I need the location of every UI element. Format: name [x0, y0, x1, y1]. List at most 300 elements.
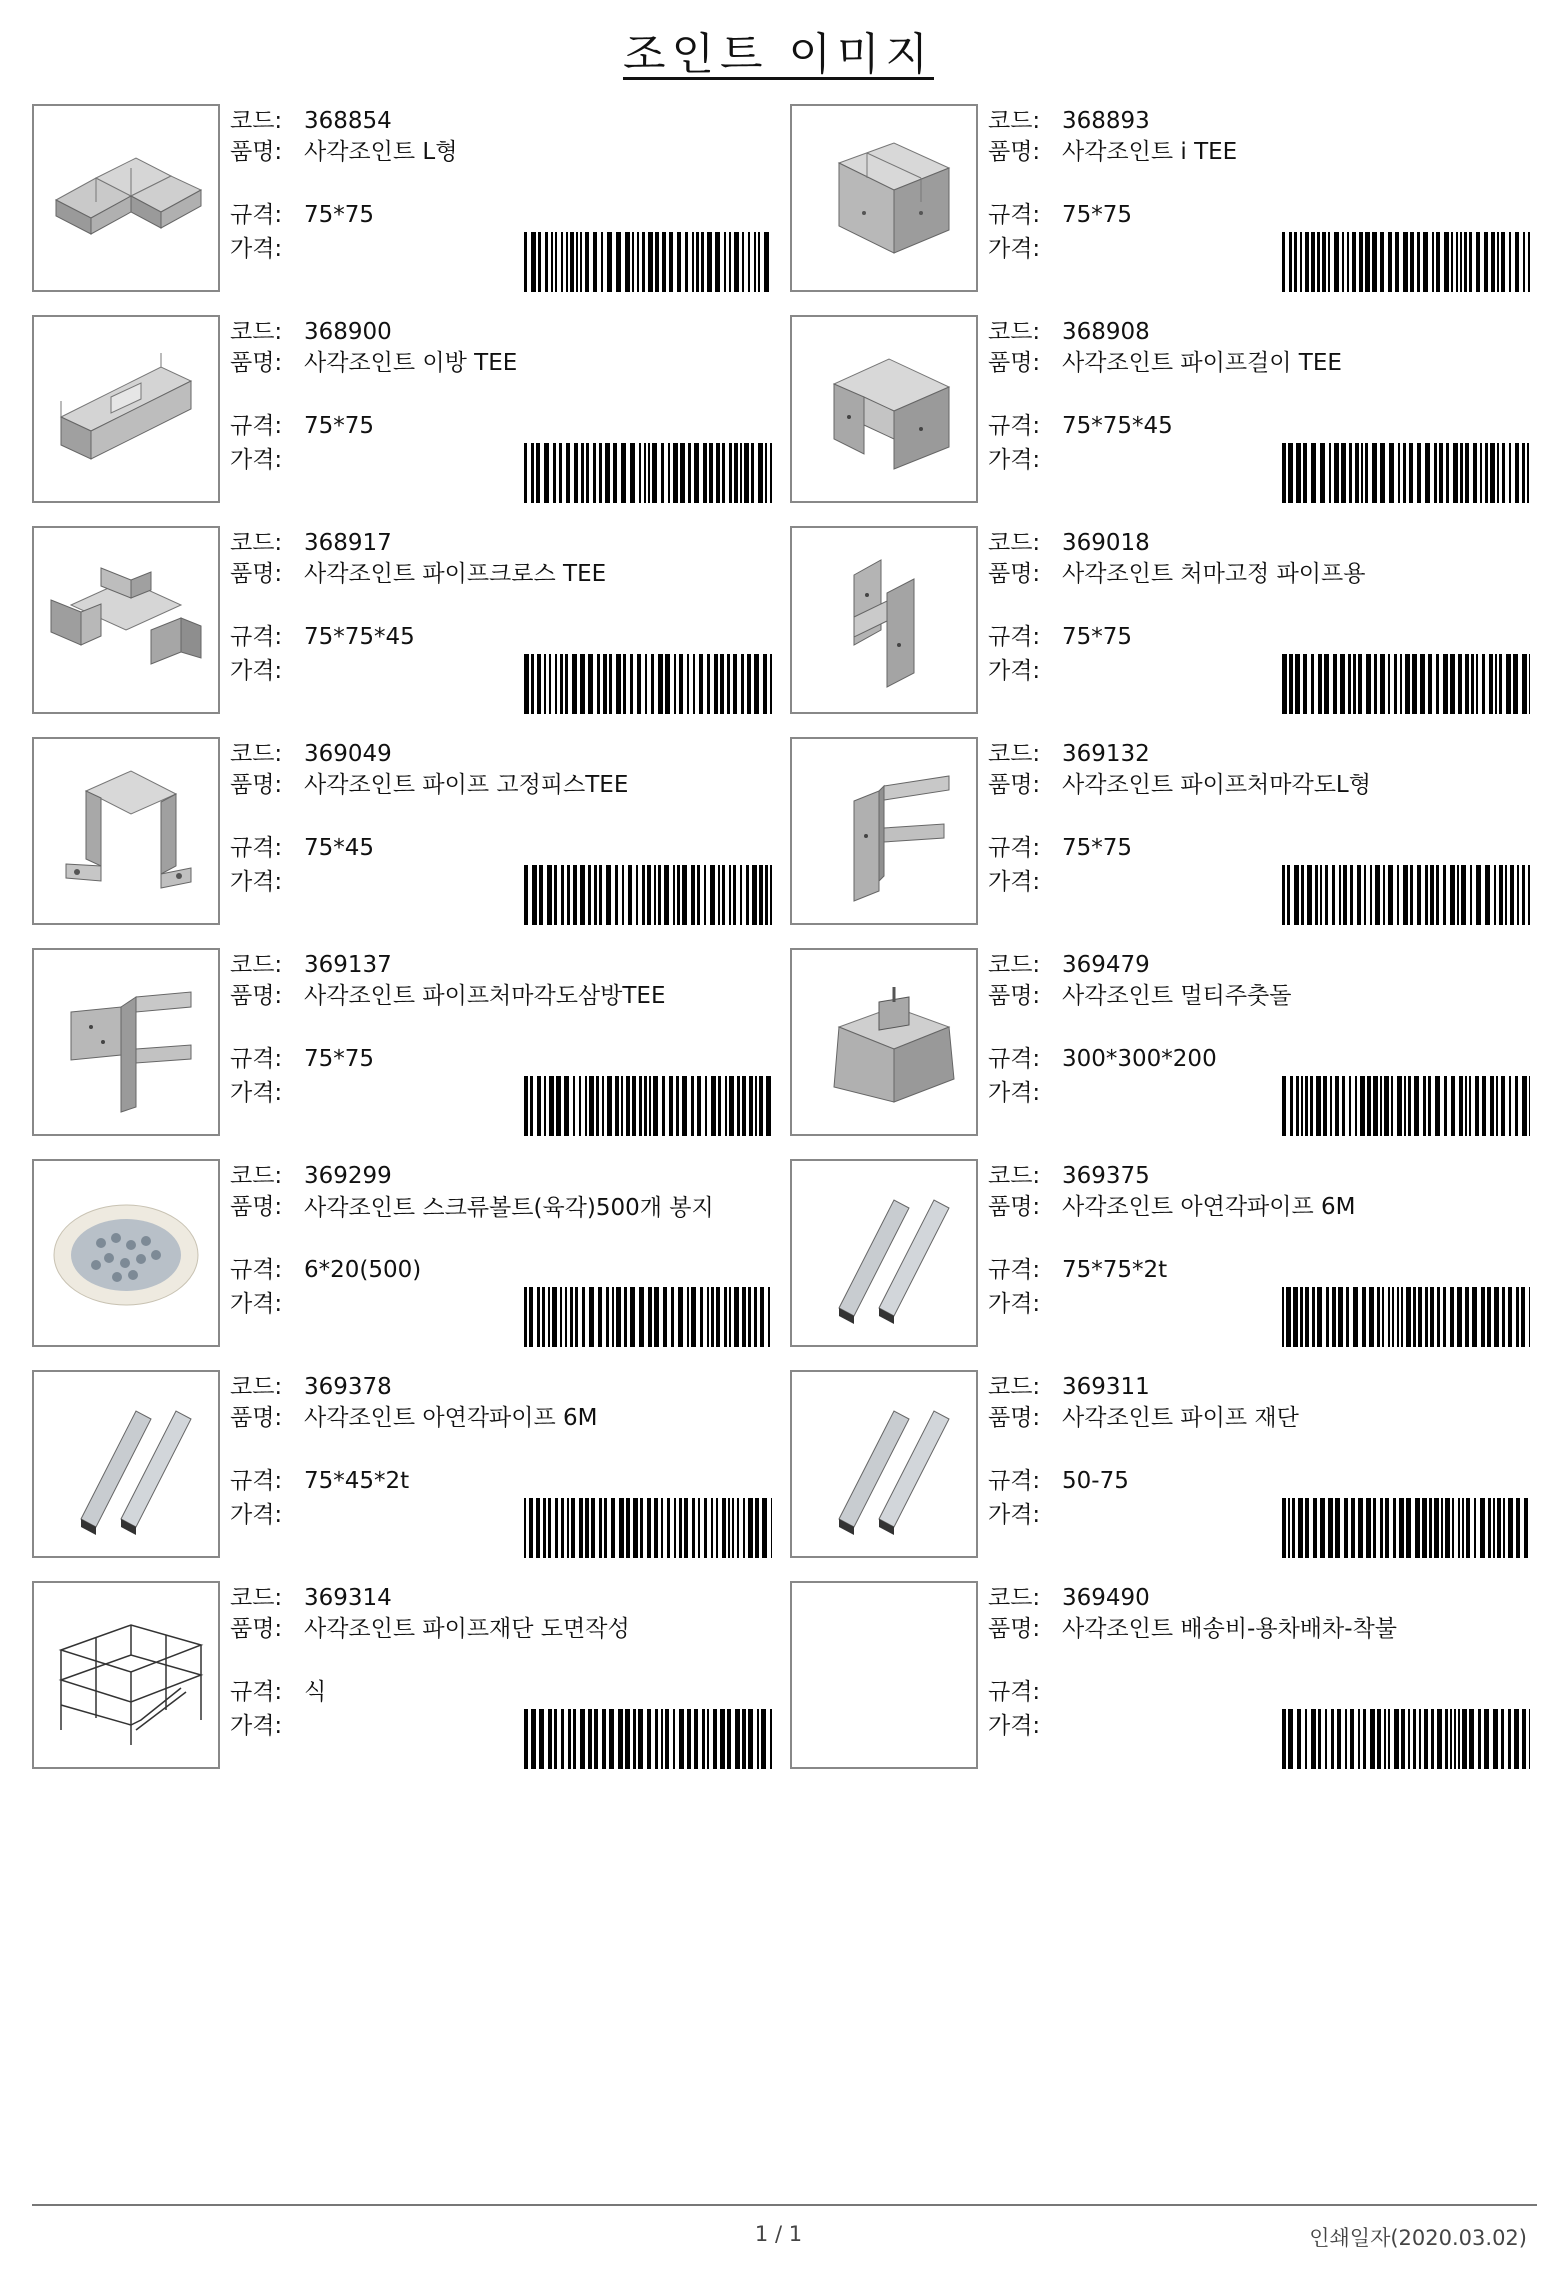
barcode-bar: [770, 865, 772, 925]
barcode-bar: [761, 1709, 766, 1769]
barcode-bar: [1337, 1709, 1341, 1769]
barcode-bar: [716, 1498, 718, 1558]
barcode-bar: [1388, 654, 1390, 714]
barcode-bar: [737, 1076, 740, 1136]
barcode-bar: [639, 1287, 644, 1347]
barcode-bar: [561, 865, 564, 925]
barcode-bar: [1408, 1076, 1411, 1136]
barcode-bar: [531, 1709, 536, 1769]
barcode-bar: [1497, 443, 1499, 503]
frame-structure-icon: [41, 1600, 211, 1750]
barcode-bar: [570, 232, 574, 292]
barcode-bar: [691, 1076, 694, 1136]
barcode-bar: [556, 1076, 561, 1136]
barcode-bar: [1288, 1498, 1290, 1558]
barcode-bar: [616, 654, 621, 714]
barcode-bar: [1329, 443, 1331, 503]
barcode-bar: [1375, 865, 1380, 925]
barcode-bar: [1432, 232, 1434, 292]
barcode-bar: [664, 865, 669, 925]
barcode-bar: [1401, 1709, 1405, 1769]
product-image-box: [790, 948, 978, 1136]
product-image-box: [790, 737, 978, 925]
barcode-bar: [585, 1498, 589, 1558]
barcode-bar: [1457, 1287, 1462, 1347]
barcode-bar: [1380, 1076, 1382, 1136]
barcode-bar: [598, 1287, 602, 1347]
barcode-bar: [612, 1287, 614, 1347]
name-label: 품명:: [230, 139, 283, 165]
barcode-bar: [1344, 1498, 1348, 1558]
barcode-bar: [1412, 654, 1417, 714]
barcode-bar: [1458, 654, 1462, 714]
barcode-bar: [560, 1287, 562, 1347]
code-label: 코드:: [230, 1585, 283, 1611]
barcode-bar: [669, 1076, 673, 1136]
barcode-bar: [561, 1498, 564, 1558]
product-spec: 75*75: [1062, 202, 1133, 228]
square-pipe-icon: [41, 1389, 211, 1539]
eave-fixing-bracket-icon: [799, 545, 969, 695]
barcode-bar: [1502, 443, 1505, 503]
barcode-bar: [1465, 443, 1469, 503]
footer-divider: [32, 2204, 1537, 2206]
barcode-bar: [1434, 443, 1437, 503]
barcode-bar: [1482, 654, 1485, 714]
barcode-bar: [674, 1498, 676, 1558]
barcode-bar: [561, 232, 563, 292]
barcode-bar: [602, 1076, 604, 1136]
barcode-bar: [1497, 232, 1499, 292]
barcode-bar: [554, 1709, 557, 1769]
product-name: 사각조인트 아연각파이프 6M: [304, 1405, 598, 1431]
barcode-bar: [1325, 865, 1328, 925]
barcode-bar: [694, 443, 699, 503]
barcode-bar: [1461, 865, 1466, 925]
barcode-bar: [611, 1498, 615, 1558]
barcode-bar: [661, 1498, 663, 1558]
barcode-bar: [573, 1076, 575, 1136]
product-image-box: [790, 526, 978, 714]
barcode-bar: [707, 654, 710, 714]
barcode-bar: [539, 865, 543, 925]
barcode-bar: [638, 1709, 643, 1769]
barcode-bar: [1394, 1709, 1399, 1769]
barcode-bar: [732, 1498, 734, 1558]
barcode-bar: [1517, 865, 1519, 925]
barcode-bar: [720, 1709, 725, 1769]
barcode-bar: [765, 865, 768, 925]
barcode-bar: [1509, 232, 1511, 292]
barcode-bar: [1428, 654, 1432, 714]
barcode-bar: [742, 1076, 746, 1136]
barcode-bar: [1286, 1287, 1291, 1347]
barcode-bar: [575, 1287, 578, 1347]
barcode-bar: [616, 1287, 621, 1347]
barcode-bar: [655, 232, 659, 292]
barcode-bar: [1377, 1709, 1381, 1769]
barcode-bar: [762, 1498, 767, 1558]
product-card: [32, 1370, 784, 1560]
barcode-bar: [1469, 232, 1472, 292]
product-spec: 75*75*45: [1062, 413, 1173, 439]
barcode-bar: [702, 1709, 705, 1769]
barcode-bar: [589, 1287, 594, 1347]
barcode-bar: [1458, 1498, 1460, 1558]
barcode: [524, 443, 772, 503]
barcode-bar: [680, 443, 685, 503]
barcode-bar: [1436, 232, 1440, 292]
code-label: 코드:: [230, 108, 283, 134]
barcode-bar: [743, 1498, 745, 1558]
barcode-bar: [566, 232, 568, 292]
product-image-box: [790, 1159, 978, 1347]
barcode-bar: [648, 443, 650, 503]
barcode-bar: [1457, 865, 1459, 925]
product-name: 사각조인트 파이프처마각도삼방TEE: [304, 983, 666, 1009]
barcode-bar: [630, 443, 635, 503]
barcode-bar: [742, 1709, 746, 1769]
barcode-bar: [1373, 1498, 1376, 1558]
barcode-bar: [1372, 232, 1377, 292]
barcode-bar: [588, 654, 593, 714]
product-spec: 식: [304, 1679, 327, 1705]
barcode-bar: [633, 1709, 636, 1769]
barcode-bar: [1414, 1076, 1419, 1136]
spec-label: 규격:: [230, 1679, 283, 1705]
barcode-bar: [1465, 1287, 1469, 1347]
barcode-bar: [697, 865, 700, 925]
barcode-bar: [1441, 1498, 1443, 1558]
barcode-bar: [554, 865, 557, 925]
barcode-bar: [1355, 443, 1359, 503]
barcode-bar: [1475, 1076, 1479, 1136]
product-code: 368908: [1062, 319, 1150, 345]
barcode-bar: [737, 1498, 739, 1558]
barcode-bar: [1282, 1498, 1286, 1558]
barcode-bar: [559, 443, 562, 503]
barcode-bar: [599, 1498, 602, 1558]
barcode-bar: [625, 232, 630, 292]
barcode-bar: [1462, 1709, 1467, 1769]
barcode-bar: [1320, 443, 1325, 503]
barcode-bar: [691, 865, 695, 925]
barcode-bar: [667, 1498, 670, 1558]
barcode-bar: [529, 1287, 533, 1347]
barcode-bar: [580, 1709, 585, 1769]
page-title: 조인트 이미지: [622, 29, 934, 80]
barcode-bar: [1303, 443, 1307, 503]
barcode-bar: [764, 232, 769, 292]
barcode-bar: [1317, 232, 1320, 292]
barcode-bar: [740, 443, 742, 503]
barcode-bar: [567, 1498, 569, 1558]
barcode-bar: [1529, 1076, 1530, 1136]
barcode-bar: [1370, 1709, 1375, 1769]
barcode-bar: [543, 1498, 546, 1558]
barcode-bar: [697, 1076, 701, 1136]
barcode-bar: [1325, 1709, 1327, 1769]
barcode-bar: [692, 232, 694, 292]
barcode-bar: [684, 1498, 688, 1558]
product-code: 368900: [304, 319, 392, 345]
barcode: [524, 1287, 772, 1347]
barcode-bar: [729, 1287, 731, 1347]
barcode-bar: [599, 443, 602, 503]
barcode: [524, 1498, 772, 1558]
barcode-bar: [1521, 1287, 1525, 1347]
barcode-bar: [1493, 1498, 1495, 1558]
barcode-bar: [1289, 654, 1293, 714]
barcode-bar: [710, 865, 715, 925]
barcode-bar: [1469, 1709, 1474, 1769]
barcode-bar: [1305, 1498, 1309, 1558]
barcode-bar: [734, 1287, 739, 1347]
barcode-bar: [718, 865, 720, 925]
barcode-bar: [524, 232, 527, 292]
price-label: 가격:: [988, 447, 1041, 473]
product-code: 369375: [1062, 1163, 1150, 1189]
barcode-bar: [648, 232, 653, 292]
barcode-bar: [640, 1498, 643, 1558]
barcode-bar: [1435, 1076, 1440, 1136]
product-card: [790, 948, 1542, 1138]
product-spec: 75*75: [304, 202, 375, 228]
barcode-bar: [636, 865, 638, 925]
barcode-bar: [1297, 1709, 1301, 1769]
barcode-bar: [1313, 1498, 1317, 1558]
barcode-bar: [581, 443, 584, 503]
barcode-bar: [624, 1287, 627, 1347]
barcode-bar: [740, 865, 742, 925]
product-card: [790, 1581, 1542, 1771]
barcode-bar: [580, 232, 582, 292]
barcode-bar: [1502, 1287, 1505, 1347]
barcode-bar: [555, 1498, 558, 1558]
barcode-bar: [1353, 654, 1356, 714]
barcode-bar: [1425, 1287, 1428, 1347]
barcode-bar: [639, 443, 641, 503]
product-card: [790, 1159, 1542, 1349]
barcode-bar: [607, 232, 612, 292]
barcode-bar: [1367, 1076, 1371, 1136]
barcode-bar: [585, 1076, 587, 1136]
barcode-bar: [579, 1076, 581, 1136]
barcode-bar: [648, 1287, 652, 1347]
barcode-bar: [1282, 1076, 1286, 1136]
barcode-bar: [1410, 865, 1413, 925]
code-label: 코드:: [988, 952, 1041, 978]
barcode-bar: [1316, 1076, 1321, 1136]
barcode-bar: [529, 1498, 533, 1558]
barcode-bar: [603, 654, 607, 714]
barcode: [1282, 654, 1530, 714]
barcode-bar: [542, 1287, 545, 1347]
barcode-bar: [658, 654, 663, 714]
barcode-bar: [1331, 1709, 1334, 1769]
product-code: 369018: [1062, 530, 1150, 556]
barcode-bar: [1424, 1709, 1428, 1769]
barcode-bar: [630, 654, 633, 714]
barcode-bar: [1410, 232, 1414, 292]
barcode-bar: [725, 1076, 727, 1136]
barcode-bar: [759, 865, 763, 925]
barcode-bar: [1431, 1709, 1434, 1769]
barcode-bar: [678, 1287, 683, 1347]
barcode-bar: [1425, 865, 1428, 925]
barcode-bar: [1318, 1709, 1321, 1769]
barcode-bar: [1476, 865, 1481, 925]
i-tee-joint-icon: [799, 128, 969, 268]
barcode-bar: [619, 1498, 624, 1558]
barcode-bar: [713, 1709, 717, 1769]
barcode-bar: [1466, 1498, 1470, 1558]
barcode-bar: [1287, 865, 1290, 925]
barcode-bar: [1439, 443, 1443, 503]
barcode-bar: [565, 1287, 567, 1347]
product-name: 사각조인트 파이프 재단: [1062, 1405, 1299, 1431]
barcode-bar: [1380, 1498, 1383, 1558]
barcode-bar: [1401, 1287, 1403, 1347]
barcode-bar: [632, 232, 634, 292]
barcode-bar: [623, 654, 626, 714]
barcode-bar: [1437, 1709, 1442, 1769]
barcode-bar: [1488, 1498, 1491, 1558]
price-label: 가격:: [230, 1502, 283, 1528]
barcode-bar: [676, 1076, 679, 1136]
barcode-bar: [604, 1498, 607, 1558]
price-label: 가격:: [988, 1291, 1041, 1317]
barcode-bar: [1293, 1287, 1298, 1347]
product-name: 사각조인트 배송비-용차배차-착불: [1062, 1616, 1397, 1642]
barcode-bar: [1445, 1498, 1450, 1558]
barcode-bar: [647, 1498, 651, 1558]
barcode-bar: [591, 1498, 595, 1558]
barcode-bar: [1456, 232, 1458, 292]
barcode-bar: [524, 1709, 528, 1769]
barcode: [524, 654, 772, 714]
barcode-bar: [755, 1076, 757, 1136]
barcode-bar: [1450, 1709, 1452, 1769]
barcode-bar: [1315, 865, 1318, 925]
product-image-box: [32, 104, 220, 292]
barcode-bar: [1397, 1076, 1402, 1136]
barcode-bar: [1487, 1287, 1491, 1347]
barcode-bar: [564, 1076, 569, 1136]
barcode-bar: [770, 654, 772, 714]
barcode-bar: [573, 1709, 576, 1769]
product-name: 사각조인트 파이프크로스 TEE: [304, 561, 607, 587]
barcode-bar: [1294, 232, 1297, 292]
name-label: 품명:: [988, 1405, 1041, 1431]
product-card: [790, 104, 1542, 294]
product-code: 369137: [304, 952, 392, 978]
barcode-bar: [1320, 865, 1322, 925]
barcode-bar: [596, 1076, 599, 1136]
price-label: 가격:: [988, 869, 1041, 895]
barcode-bar: [1406, 1287, 1411, 1347]
product-card: [32, 526, 784, 716]
barcode-bar: [1380, 232, 1384, 292]
product-name: 사각조인트 파이프재단 도면작성: [304, 1616, 630, 1642]
barcode: [1282, 865, 1530, 925]
barcode-bar: [687, 654, 689, 714]
barcode-bar: [1462, 1498, 1464, 1558]
product-card: [32, 1159, 784, 1349]
barcode-bar: [1403, 865, 1408, 925]
barcode-bar: [531, 654, 534, 714]
barcode-bar: [552, 1287, 557, 1347]
barcode-bar: [1413, 1709, 1416, 1769]
code-label: 코드:: [230, 952, 283, 978]
barcode-bar: [1374, 654, 1377, 714]
barcode: [1282, 1709, 1530, 1769]
barcode-bar: [673, 865, 675, 925]
code-label: 코드:: [988, 108, 1041, 134]
barcode-bar: [547, 865, 552, 925]
barcode-bar: [1501, 1709, 1504, 1769]
barcode-bar: [1341, 443, 1346, 503]
price-label: 가격:: [988, 1080, 1041, 1106]
barcode-bar: [536, 1498, 540, 1558]
barcode-bar: [1450, 865, 1455, 925]
barcode: [524, 865, 772, 925]
barcode-bar: [1320, 1498, 1325, 1558]
barcode-bar: [1365, 232, 1370, 292]
barcode-bar: [1317, 1287, 1322, 1347]
barcode-bar: [1282, 443, 1286, 503]
barcode-bar: [1400, 654, 1402, 714]
barcode-bar: [1301, 1076, 1303, 1136]
barcode-bar: [602, 1709, 606, 1769]
barcode-bar: [1340, 654, 1345, 714]
code-label: 코드:: [230, 530, 283, 556]
product-code: 369049: [304, 741, 392, 767]
barcode-bar: [1501, 1076, 1505, 1136]
barcode-bar: [1469, 1076, 1471, 1136]
spec-label: 규격:: [988, 1468, 1041, 1494]
product-spec: 75*45: [304, 835, 375, 861]
barcode-bar: [572, 654, 577, 714]
barcode-bar: [1397, 865, 1399, 925]
barcode-bar: [1298, 1498, 1303, 1558]
barcode-bar: [1361, 443, 1363, 503]
code-label: 코드:: [230, 1163, 283, 1189]
barcode-bar: [1476, 232, 1480, 292]
barcode-bar: [1338, 1287, 1343, 1347]
product-image-box: [32, 1159, 220, 1347]
barcode-bar: [1484, 232, 1488, 292]
l-joint-icon: [41, 138, 211, 258]
barcode-bar: [711, 1076, 716, 1136]
product-image-box: [790, 1370, 978, 1558]
barcode-bar: [654, 1287, 659, 1347]
barcode-bar: [682, 1076, 687, 1136]
barcode-bar: [734, 232, 739, 292]
product-spec: 75*75: [304, 413, 375, 439]
barcode-bar: [1515, 1076, 1518, 1136]
barcode-bar: [1508, 1498, 1513, 1558]
barcode-bar: [1322, 232, 1326, 292]
barcode-bar: [544, 1076, 546, 1136]
barcode-bar: [605, 443, 610, 503]
barcode-bar: [1365, 443, 1368, 503]
price-label: 가격:: [230, 236, 283, 262]
barcode-bar: [1355, 1076, 1357, 1136]
barcode-bar: [699, 654, 703, 714]
barcode-bar: [1397, 1287, 1399, 1347]
barcode-bar: [1417, 232, 1420, 292]
